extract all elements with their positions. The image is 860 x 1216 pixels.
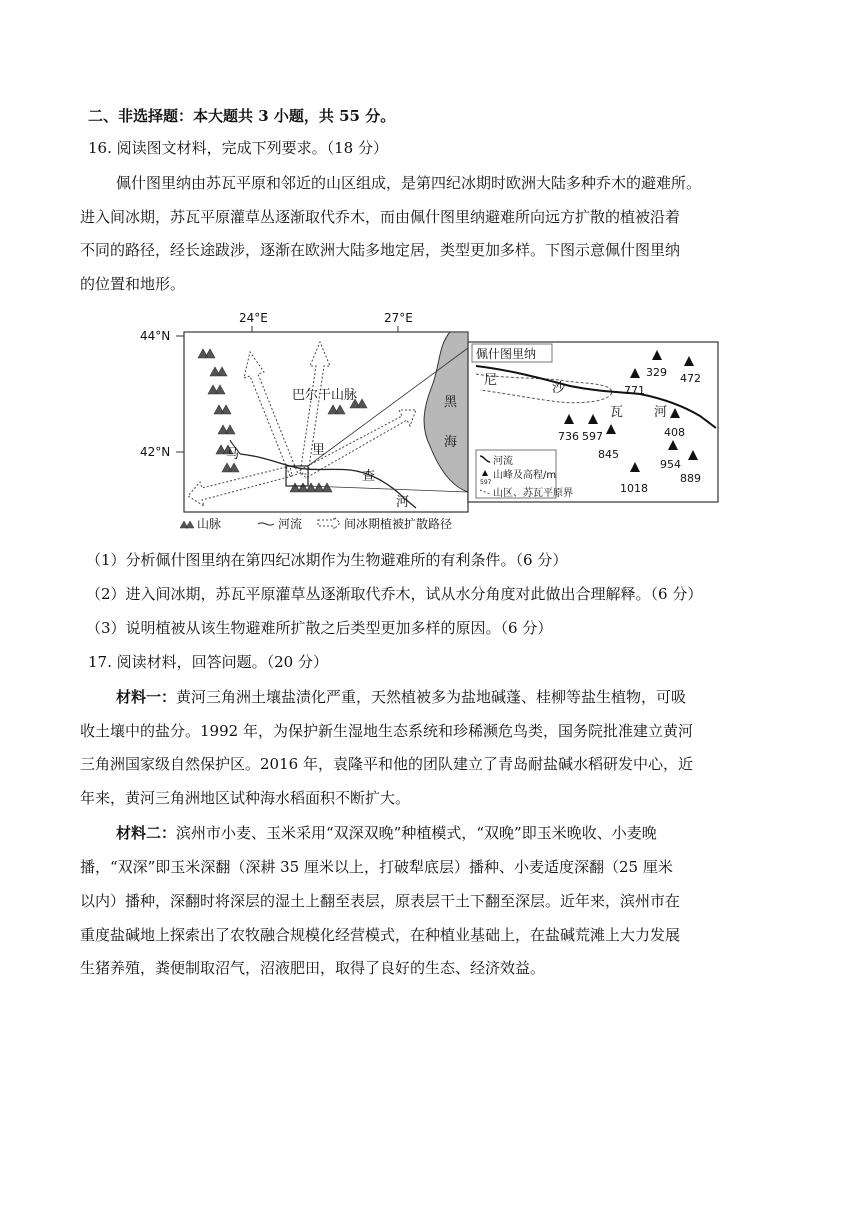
- peak-elevation: 845: [598, 448, 619, 461]
- legend-label: 河流: [278, 517, 303, 531]
- inset-river-label: 沙: [552, 381, 566, 396]
- peak-elevation: 597: [582, 430, 603, 443]
- main-legend: [180, 516, 452, 531]
- section-title: 二、非选择题：本大题共 3 小题，共 55 分。: [88, 107, 396, 125]
- lon-label: 27°E: [384, 311, 413, 325]
- lon-label: 24°E: [239, 311, 268, 325]
- inset-title: 佩什图里纳: [476, 347, 537, 361]
- peak-elevation: 771: [624, 384, 645, 397]
- peak-elevation: 329: [646, 366, 667, 379]
- q16-question: （1）分析佩什图里纳在第四纪冰期作为生物避难所的有利条件。（6 分）: [86, 551, 568, 569]
- peak-elevation: 889: [680, 472, 701, 485]
- material1-text: 黄河三角洲土壤盐渍化严重，天然植被多为盐地碱蓬、桂柳等盐生植物，可吸: [176, 688, 687, 706]
- sea-label: 黑: [444, 395, 458, 410]
- peak-elevation: 1018: [620, 482, 648, 495]
- river-label: 马: [226, 447, 240, 462]
- range-label: 巴尔干山脉: [292, 388, 358, 403]
- q17-heading: 17. 阅读材料，回答问题。（20 分）: [88, 653, 328, 671]
- material1-label: 材料一：: [116, 688, 177, 706]
- q17-material1-line: 三角洲国家级自然保护区。2016 年，袁隆平和他的团队建立了青岛耐盐碱水稻研发中心，近: [80, 755, 693, 773]
- river-label: 河: [396, 495, 410, 510]
- material2-label: 材料二：: [116, 824, 177, 842]
- inset-legend-label: 山区、苏瓦平原界: [493, 488, 573, 499]
- q17-material2-line: 重度盐碱地上探索出了农牧融合规模化经营模式，在种植业基础上，在盐碱荒滩上大力发展: [80, 926, 681, 944]
- q17-material2-line: 播，“双深”即玉米深翻（深耕 35 厘米以上，打破犁底层）播种、小麦适度深翻（25 厘米: [80, 858, 673, 876]
- peak-elevation: 472: [680, 372, 701, 385]
- q16-para-line: 进入间冰期，苏瓦平原灌草丛逐渐取代乔木，而由佩什图里纳避难所向远方扩散的植被沿着: [80, 208, 681, 226]
- q16-question: （2）进入间冰期，苏瓦平原灌草丛逐渐取代乔木，试从水分角度对此做出合理解释。（6 分）: [86, 585, 703, 603]
- q17-material2-line: 生猪养殖，粪便制取沼气，沼液肥田，取得了良好的生态、经济效益。: [80, 959, 546, 977]
- q16-para-line: 佩什图里纳由苏瓦平原和邻近的山区组成，是第四纪冰期时欧洲大陆多种乔木的避难所。: [116, 174, 702, 192]
- inset-river-label: 尼: [484, 373, 498, 388]
- legend-label: 间冰期植被扩散路径: [344, 517, 453, 531]
- material2-text: 滨州市小麦、玉米采用“双深双晚”种植模式，“双晚”即玉米晚收、小麦晚: [176, 824, 657, 842]
- inset-legend-sample: 597: [480, 479, 492, 486]
- inset-river-label: 瓦: [610, 405, 624, 420]
- peak-elevation: 954: [660, 458, 681, 471]
- inset-legend-label: 山峰及高程/m: [493, 470, 557, 481]
- sea-label: 海: [444, 435, 458, 450]
- q16-question: （3）说明植被从该生物避难所扩散之后类型更加多样的原因。（6 分）: [86, 619, 553, 637]
- inset-river-label: 河: [654, 405, 668, 420]
- q17-material1-line: [116, 687, 686, 707]
- q17-material1-line: 收土壤中的盐分。1992 年，为保护新生湿地生态系统和珍稀濒危鸟类，国务院批准建立黄河: [80, 722, 693, 740]
- lat-label: 42°N: [140, 445, 171, 459]
- peak-elevation: 736: [558, 430, 579, 443]
- peak-elevation: 408: [664, 426, 685, 439]
- peshturina-map-figure: [140, 306, 720, 538]
- q17-material2-line: [116, 823, 657, 843]
- q16-para-line: 的位置和地形。: [80, 275, 186, 293]
- q17-material2-line: 以内）播种，深翻时将深层的湿土上翻至表层，原表层干土下翻至深层。近年来，滨州市在: [80, 892, 681, 910]
- river-label: 里: [312, 443, 326, 458]
- legend-label: 山脉: [197, 517, 222, 531]
- inset-legend-label: 河流: [493, 456, 513, 467]
- q16-para-line: 不同的路径，经长途跋涉，逐渐在欧洲大陆多地定居，类型更加多样。下图示意佩什图里纳: [80, 241, 681, 259]
- q16-heading: 16. 阅读图文材料，完成下列要求。（18 分）: [88, 139, 388, 157]
- river-label: 查: [362, 469, 376, 484]
- lat-label: 44°N: [140, 329, 171, 343]
- q17-material1-line: 年来，黄河三角洲地区试种海水稻面积不断扩大。: [80, 789, 411, 807]
